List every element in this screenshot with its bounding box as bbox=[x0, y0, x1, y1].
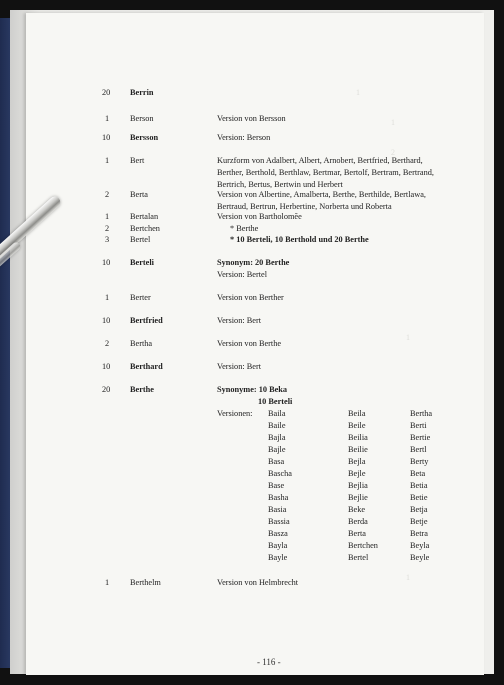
entry-name: Berthard bbox=[130, 362, 163, 371]
entry-description: Version von Albertine, Amalberta, Berthe, Berthilde, Bertlawa, bbox=[217, 190, 426, 199]
version-cell: Baila bbox=[268, 409, 286, 418]
entry-description: * Berthe bbox=[230, 224, 259, 233]
entry-description: Version von Helmbrecht bbox=[217, 578, 299, 587]
entry-description: Version: Berson bbox=[217, 133, 271, 142]
version-cell: Beilia bbox=[348, 433, 368, 442]
entry-description: Berther, Berthold, Berthlaw, Bertmar, Bertolf, Bertram, Bertrand, bbox=[217, 168, 434, 177]
version-cell: Bajla bbox=[268, 433, 286, 442]
entry-description: Version: Bert bbox=[217, 362, 262, 371]
entry-count: 2 bbox=[105, 190, 110, 199]
entry-description: 10 Berteli bbox=[258, 397, 293, 406]
version-cell: Bertha bbox=[410, 409, 433, 418]
entry-description: Version von Bartholomĕe bbox=[217, 212, 302, 221]
entry-name: Berter bbox=[130, 293, 151, 302]
bleed-through-text: 1 bbox=[406, 573, 410, 582]
entry-count: 2 bbox=[105, 339, 110, 348]
entry-count: 10 bbox=[102, 362, 111, 371]
entry-name: Berson bbox=[130, 114, 154, 123]
entry-description: Synonym: 20 Berthe bbox=[217, 258, 290, 267]
entry-count: 20 bbox=[102, 88, 111, 97]
book-page bbox=[26, 13, 484, 675]
entry-description: Version: Bertel bbox=[217, 270, 267, 279]
version-cell: Berty bbox=[410, 457, 429, 466]
entry-name: Berrin bbox=[130, 88, 154, 97]
version-cell: Betje bbox=[410, 517, 428, 526]
entry-description: * 10 Berteli, 10 Berthold und 20 Berthe bbox=[230, 235, 369, 244]
entry-count: 2 bbox=[105, 224, 110, 233]
version-cell: Bayle bbox=[268, 553, 288, 562]
version-cell: Betia bbox=[410, 481, 428, 490]
version-cell: Beyle bbox=[410, 553, 430, 562]
entry-name: Bertalan bbox=[130, 212, 159, 221]
version-cell: Bejle bbox=[348, 469, 366, 478]
version-cell: Berta bbox=[348, 529, 366, 538]
entry-name: Berthe bbox=[130, 385, 154, 394]
entry-name: Bersson bbox=[130, 133, 159, 142]
bleed-through-text: 1 bbox=[391, 118, 395, 127]
entry-description: Versionen: bbox=[217, 409, 253, 418]
version-cell: Beile bbox=[348, 421, 366, 430]
version-cell: Basha bbox=[268, 493, 289, 502]
entry-count: 10 bbox=[102, 133, 111, 142]
version-cell: Berti bbox=[410, 421, 427, 430]
entry-count: 10 bbox=[102, 316, 111, 325]
entry-count: 1 bbox=[105, 156, 110, 165]
entry-name: Berta bbox=[130, 190, 148, 199]
version-cell: Betja bbox=[410, 505, 428, 514]
entry-description: Version von Berthe bbox=[217, 339, 282, 348]
version-cell: Basa bbox=[268, 457, 285, 466]
version-cell: Bertie bbox=[410, 433, 431, 442]
version-cell: Beyla bbox=[410, 541, 430, 550]
entry-count: 10 bbox=[102, 258, 111, 267]
version-cell: Bayla bbox=[268, 541, 288, 550]
entry-name: Bertchen bbox=[130, 224, 160, 233]
entry-name: Berteli bbox=[130, 258, 154, 267]
version-cell: Betie bbox=[410, 493, 428, 502]
version-cell: Bajle bbox=[268, 445, 286, 454]
page-number: - 116 - bbox=[257, 657, 281, 667]
bleed-through-text: 2 bbox=[391, 148, 395, 157]
version-cell: Bejla bbox=[348, 457, 366, 466]
version-cell: Bejlia bbox=[348, 481, 368, 490]
entry-description: Bertrich, Bertus, Bertwin und Herbert bbox=[217, 180, 343, 189]
entry-description: Version von Bersson bbox=[217, 114, 286, 123]
bleed-through-text: 1 bbox=[356, 88, 360, 97]
version-cell: Betra bbox=[410, 529, 428, 538]
bleed-through-text: 1 bbox=[406, 333, 410, 342]
entry-description: Bertraud, Bertrun, Herbertine, Norberta und Roberta bbox=[217, 202, 392, 211]
entry-count: 1 bbox=[105, 293, 110, 302]
entry-count: 1 bbox=[105, 578, 110, 587]
version-cell: Beke bbox=[348, 505, 366, 514]
entry-name: Bert bbox=[130, 156, 145, 165]
version-cell: Beila bbox=[348, 409, 366, 418]
entry-count: 20 bbox=[102, 385, 111, 394]
version-cell: Beta bbox=[410, 469, 426, 478]
version-cell: Bertl bbox=[410, 445, 427, 454]
version-cell: Bertel bbox=[348, 553, 369, 562]
entry-name: Bertfried bbox=[130, 316, 163, 325]
entry-name: Bertha bbox=[130, 339, 153, 348]
version-cell: Basza bbox=[268, 529, 288, 538]
version-cell: Berda bbox=[348, 517, 368, 526]
version-cell: Baile bbox=[268, 421, 286, 430]
entry-description: Version von Berther bbox=[217, 293, 284, 302]
entry-count: 1 bbox=[105, 212, 110, 221]
entry-description: Kurzform von Adalbert, Albert, Arnobert, Bertfried, Berthard, bbox=[217, 156, 423, 165]
version-cell: Bascha bbox=[268, 469, 292, 478]
version-cell: Base bbox=[268, 481, 285, 490]
entry-name: Bertel bbox=[130, 235, 151, 244]
entry-name: Berthelm bbox=[130, 578, 161, 587]
entry-description: Version: Bert bbox=[217, 316, 262, 325]
version-cell: Beilie bbox=[348, 445, 368, 454]
entry-description: Synonyme: 10 Beka bbox=[217, 385, 288, 394]
version-cell: Bejlie bbox=[348, 493, 368, 502]
version-cell: Basia bbox=[268, 505, 287, 514]
version-cell: Bertchen bbox=[348, 541, 378, 550]
entry-count: 3 bbox=[105, 235, 110, 244]
entry-count: 1 bbox=[105, 114, 110, 123]
version-cell: Bassia bbox=[268, 517, 290, 526]
